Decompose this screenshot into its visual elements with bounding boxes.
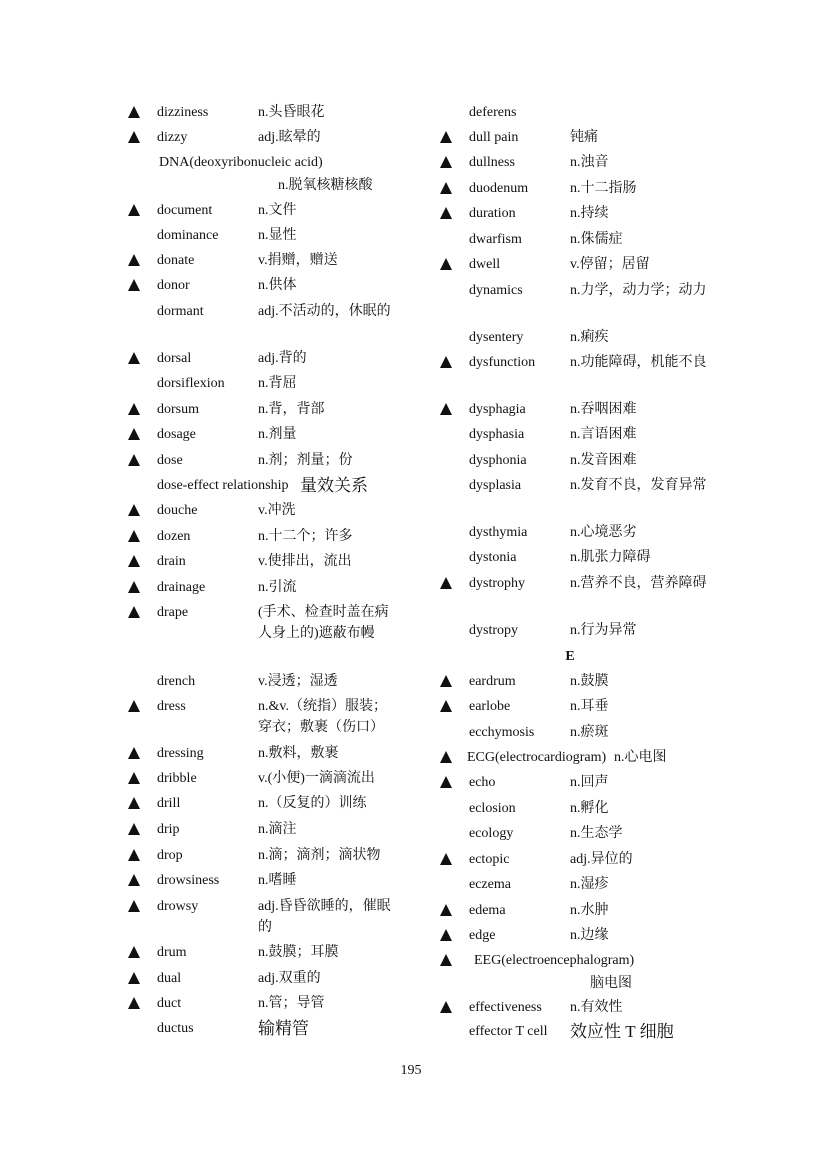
triangle-marker-icon <box>128 946 140 958</box>
definition: n.背屈 <box>258 376 297 391</box>
definition: (手术、检查时盖在病人身上的)遮蔽布幔 <box>258 605 389 641</box>
definition: 输精管 <box>258 1019 309 1038</box>
term: drowsy <box>157 899 199 914</box>
definition: n.十二指肠 <box>570 181 637 196</box>
term: dorsiflexion <box>157 376 225 391</box>
term: dosage <box>157 427 196 442</box>
term: drench <box>157 674 196 689</box>
term: donor <box>157 278 190 293</box>
page-number: 195 <box>400 1063 422 1078</box>
term: echo <box>469 775 496 790</box>
term: douche <box>157 503 198 518</box>
triangle-marker-icon <box>128 747 140 759</box>
definition: n.背，背部 <box>258 402 325 417</box>
definition: n.滴；滴剂；滴状物 <box>258 848 381 863</box>
term: drainage <box>157 580 206 595</box>
term: ductus <box>157 1021 194 1036</box>
term: earlobe <box>469 699 511 714</box>
term: eczema <box>469 877 511 892</box>
triangle-marker-icon <box>128 279 140 291</box>
term: dystrophy <box>469 576 525 591</box>
term: dribble <box>157 771 197 786</box>
definition: n.功能障碍，机能不良 <box>570 355 707 370</box>
definition: n.浊音 <box>570 155 609 170</box>
definition: n.吞咽困难 <box>570 402 637 417</box>
triangle-marker-icon <box>440 853 452 865</box>
definition: v.冲洗 <box>258 503 296 518</box>
triangle-marker-icon <box>128 403 140 415</box>
term: ECG(electrocardiogram) <box>467 750 607 765</box>
triangle-marker-icon <box>128 131 140 143</box>
triangle-marker-icon <box>128 972 140 984</box>
term: drip <box>157 822 180 837</box>
definition: n.边缘 <box>570 928 609 943</box>
definition: n.行为异常 <box>570 623 637 638</box>
term: ecchymosis <box>469 725 535 740</box>
triangle-marker-icon <box>128 900 140 912</box>
definition: n.十二个；许多 <box>258 529 353 544</box>
definition: n.引流 <box>258 580 297 595</box>
term: dress <box>157 699 186 714</box>
term: edema <box>469 903 506 918</box>
triangle-marker-icon <box>440 156 452 168</box>
triangle-marker-icon <box>440 751 452 763</box>
definition: n.供体 <box>258 278 297 293</box>
term: eclosion <box>469 801 516 816</box>
term: ectopic <box>469 852 510 867</box>
term: dizzy <box>157 130 188 145</box>
definition: n.力学，动力学；动力 <box>570 283 707 298</box>
definition: n.心电图 <box>614 750 667 765</box>
term: dormant <box>157 304 204 319</box>
term: dysphonia <box>469 453 527 468</box>
definition: adj.不活动的，休眠的 <box>258 304 391 319</box>
triangle-marker-icon <box>128 254 140 266</box>
triangle-marker-icon <box>440 954 452 966</box>
definition: adj.眩晕的 <box>258 130 321 145</box>
term: dose <box>157 453 183 468</box>
triangle-marker-icon <box>440 929 452 941</box>
definition: n.侏儒症 <box>570 232 623 247</box>
term: DNA(deoxyribonucleic acid) <box>159 155 323 170</box>
definition: v.捐赠，赠送 <box>258 253 338 268</box>
triangle-marker-icon <box>128 428 140 440</box>
term: duodenum <box>469 181 529 196</box>
term: deferens <box>469 105 517 120</box>
definition: 脑电图 <box>590 976 632 991</box>
term: dysphagia <box>469 402 526 417</box>
definition: n.脱氧核糖核酸 <box>278 178 373 193</box>
term: dorsal <box>157 351 192 366</box>
triangle-marker-icon <box>128 106 140 118</box>
triangle-marker-icon <box>128 352 140 364</box>
triangle-marker-icon <box>128 997 140 1009</box>
definition: n.&v.（统指）服装；穿衣；敷裹（伤口） <box>258 699 387 735</box>
definition: n.孵化 <box>570 801 609 816</box>
definition: n.水肿 <box>570 903 609 918</box>
definition: n.鼓膜 <box>570 674 609 689</box>
definition: n.剂；剂量；份 <box>258 453 353 468</box>
definition: n.滴注 <box>258 822 297 837</box>
term: document <box>157 203 213 218</box>
triangle-marker-icon <box>128 700 140 712</box>
triangle-marker-icon <box>440 700 452 712</box>
term: drain <box>157 554 186 569</box>
term: edge <box>469 928 496 943</box>
term: drum <box>157 945 187 960</box>
triangle-marker-icon <box>128 823 140 835</box>
term: dystropy <box>469 623 518 638</box>
definition: n.肌张力障碍 <box>570 550 651 565</box>
definition: v.(小便)一滴滴流出 <box>258 771 375 786</box>
term: dominance <box>157 228 219 243</box>
term: dull pain <box>469 130 519 145</box>
triangle-marker-icon <box>128 204 140 216</box>
term: dysplasia <box>469 478 522 493</box>
triangle-marker-icon <box>440 207 452 219</box>
definition: n.有效性 <box>570 1000 623 1015</box>
triangle-marker-icon <box>440 776 452 788</box>
term: EEG(electroencephalogram) <box>474 953 635 968</box>
term: dwarfism <box>469 232 522 247</box>
definition: n.营养不良，营养障碍 <box>570 576 707 591</box>
term: dose-effect relationship <box>157 478 289 493</box>
term: dysthymia <box>469 525 528 540</box>
triangle-marker-icon <box>128 581 140 593</box>
term: drill <box>157 796 181 811</box>
term: effectiveness <box>469 1000 542 1015</box>
definition: adj.双重的 <box>258 971 321 986</box>
term: dorsum <box>157 402 199 417</box>
term: drowsiness <box>157 873 220 888</box>
triangle-marker-icon <box>440 675 452 687</box>
definition: n.湿疹 <box>570 877 609 892</box>
definition: n.发育不良，发育异常 <box>570 478 707 493</box>
definition: n.耳垂 <box>570 699 609 714</box>
definition: n.鼓膜；耳膜 <box>258 945 339 960</box>
term: ecology <box>469 826 514 841</box>
term: donate <box>157 253 195 268</box>
triangle-marker-icon <box>440 403 452 415</box>
definition: n.痢疾 <box>570 330 609 345</box>
triangle-marker-icon <box>440 1001 452 1013</box>
term: drop <box>157 848 183 863</box>
definition: n.言语困难 <box>570 427 637 442</box>
definition: n.头昏眼花 <box>258 105 325 120</box>
definition: n.发音困难 <box>570 453 637 468</box>
definition: adj.异位的 <box>570 852 633 867</box>
definition: n.生态学 <box>570 826 623 841</box>
definition: n.心境恶劣 <box>570 525 637 540</box>
term: dynamics <box>469 283 523 298</box>
definition: adj.昏昏欲睡的，催眠的 <box>258 899 391 935</box>
definition: n.剂量 <box>258 427 297 442</box>
triangle-marker-icon <box>440 182 452 194</box>
definition: 钝痛 <box>570 130 598 145</box>
term: dysentery <box>469 330 524 345</box>
triangle-marker-icon <box>440 904 452 916</box>
definition: n.文件 <box>258 203 297 218</box>
term: dystonia <box>469 550 517 565</box>
triangle-marker-icon <box>128 530 140 542</box>
section-letter: E <box>565 649 575 664</box>
term: dwell <box>469 257 501 272</box>
triangle-marker-icon <box>440 131 452 143</box>
term: drape <box>157 605 189 620</box>
triangle-marker-icon <box>128 797 140 809</box>
term: dysphasia <box>469 427 525 442</box>
definition: v.停留；居留 <box>570 257 650 272</box>
definition: n.显性 <box>258 228 297 243</box>
definition: v.浸透；湿透 <box>258 674 338 689</box>
definition: n.管；导管 <box>258 996 325 1011</box>
definition: n.嗜睡 <box>258 873 297 888</box>
definition: n.持续 <box>570 206 609 221</box>
term: dressing <box>157 746 204 761</box>
definition: n.敷料，敷裹 <box>258 746 339 761</box>
term: dizziness <box>157 105 209 120</box>
definition: v.使排出，流出 <box>258 554 352 569</box>
definition: 量效关系 <box>300 476 368 495</box>
term: duration <box>469 206 516 221</box>
term: dual <box>157 971 182 986</box>
triangle-marker-icon <box>128 849 140 861</box>
triangle-marker-icon <box>440 356 452 368</box>
triangle-marker-icon <box>440 258 452 270</box>
triangle-marker-icon <box>128 454 140 466</box>
term: dysfunction <box>469 355 536 370</box>
triangle-marker-icon <box>128 772 140 784</box>
term: dozen <box>157 529 191 544</box>
triangle-marker-icon <box>128 606 140 618</box>
term: duct <box>157 996 182 1011</box>
term: effector T cell <box>469 1024 548 1039</box>
definition: adj.背的 <box>258 351 307 366</box>
definition: n.回声 <box>570 775 609 790</box>
definition: n.瘀斑 <box>570 725 609 740</box>
triangle-marker-icon <box>128 555 140 567</box>
definition: 效应性 T 细胞 <box>570 1022 674 1041</box>
definition: n.（反复的）训练 <box>258 796 367 811</box>
term: eardrum <box>469 674 516 689</box>
triangle-marker-icon <box>440 577 452 589</box>
term: dullness <box>469 155 515 170</box>
triangle-marker-icon <box>128 874 140 886</box>
triangle-marker-icon <box>128 504 140 516</box>
